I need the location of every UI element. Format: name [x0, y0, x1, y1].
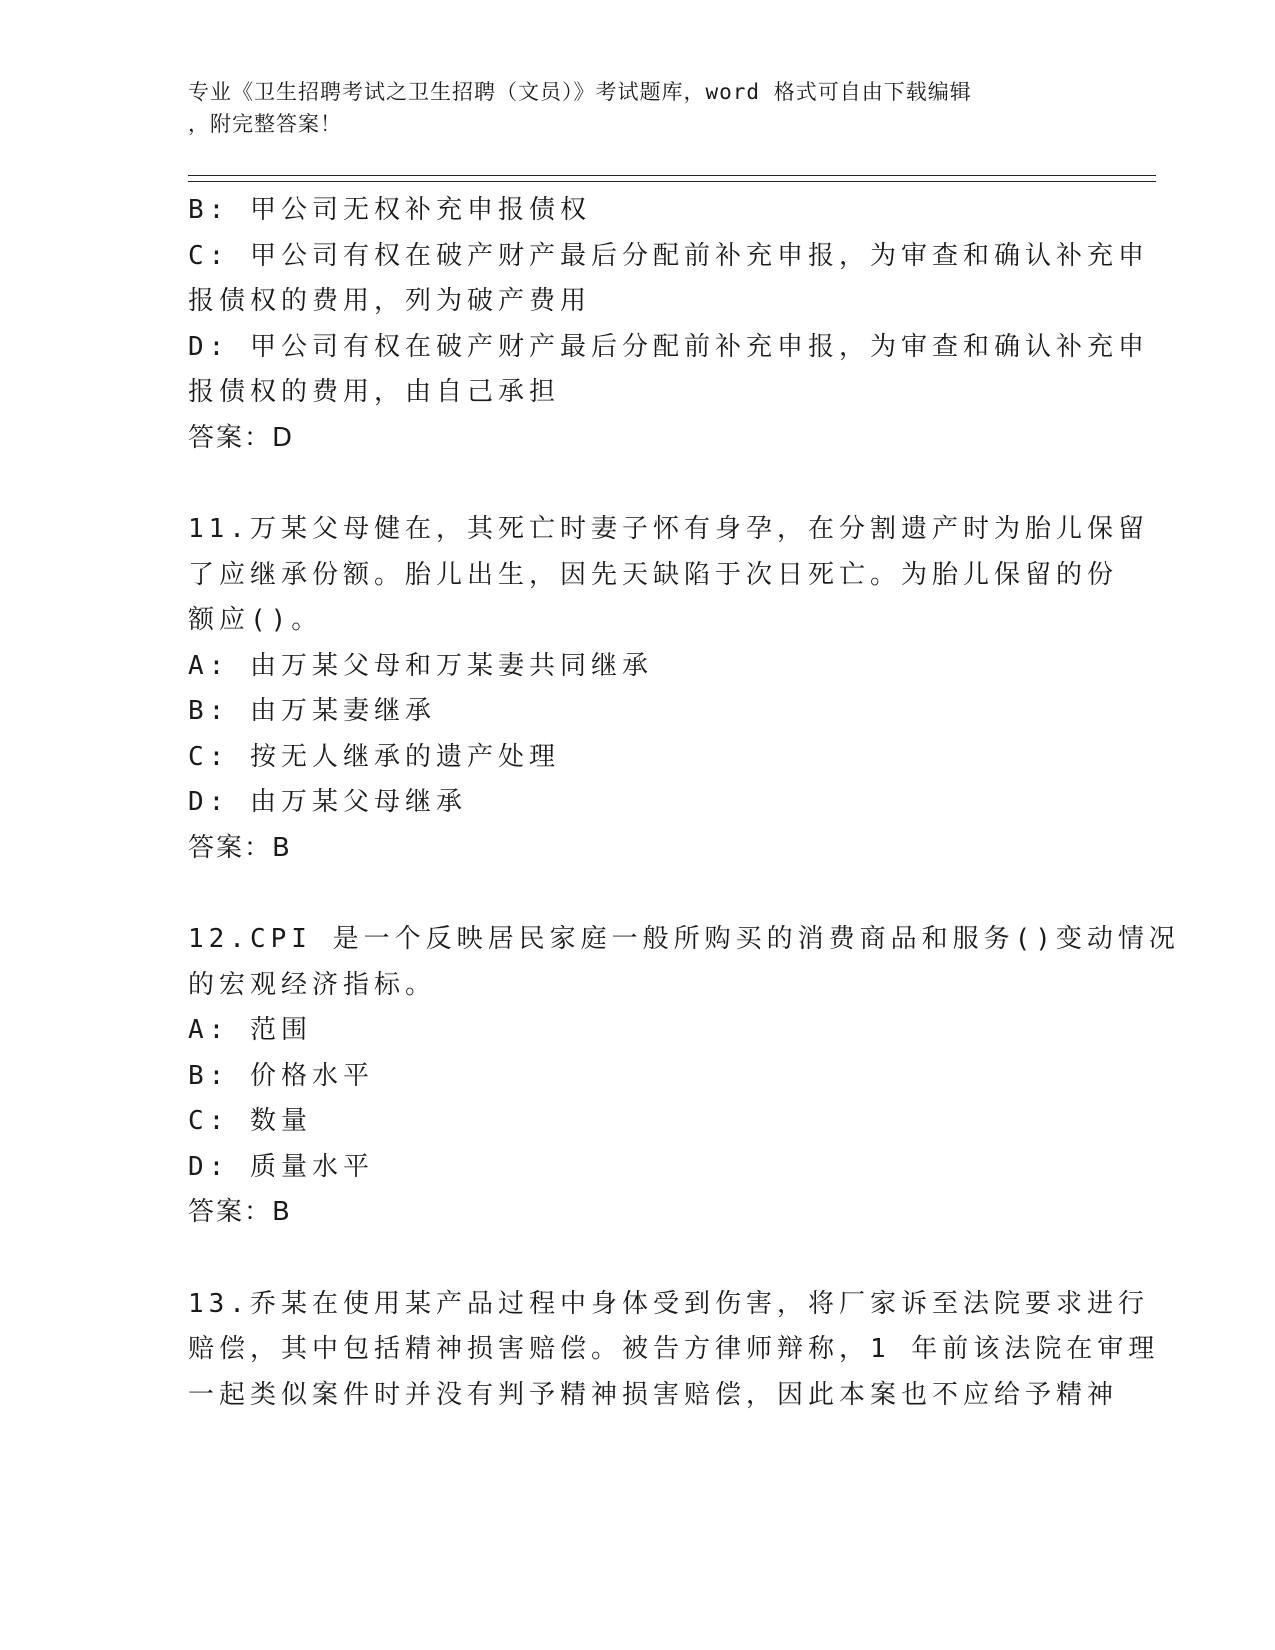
answer-label: 答案：B: [188, 832, 292, 863]
answer-label: 答案：B: [188, 1197, 292, 1227]
option-a: A: 由万某父母和万某妻共同继承: [188, 650, 653, 681]
spacer: [188, 1236, 1088, 1282]
page-header: [188, 76, 1088, 140]
header-divider: [188, 181, 1156, 182]
option-d: D: 质量水平: [188, 1151, 374, 1182]
document-body: [188, 188, 1180, 1418]
option-c: C: 数量: [188, 1106, 312, 1136]
question-stem: 12.CPI 是一个反映居民家庭一般所购买的消费商品和服务()变动情况: [188, 924, 1180, 954]
header-divider: [188, 175, 1156, 176]
question-13: [188, 1282, 1160, 1419]
option-b: B: 由万某妻继承: [188, 696, 436, 726]
question-stem: 赔偿，其中包括精神损害赔偿。被告方律师辩称，1 年前该法院在审理: [188, 1334, 1160, 1364]
header-line: 专业《卫生招聘考试之卫生招聘（文员）》考试题库，word 格式可自由下载编辑: [188, 80, 972, 104]
spacer: [188, 461, 1088, 507]
question-stem: 的宏观经济指标。: [188, 969, 437, 1000]
question-12: [188, 917, 1180, 1236]
header-line: ，附完整答案！: [188, 112, 342, 136]
option-text: B: 甲公司无权补充申报债权: [188, 195, 591, 225]
answer-label: 答案：D: [188, 422, 295, 453]
question-10-remainder: [188, 188, 1149, 461]
option-text: D: 甲公司有权在破产财产最后分配前补充申报，为审查和确认补充申: [188, 331, 1149, 362]
question-stem: 额应()。: [188, 605, 323, 635]
spacer: [188, 871, 1088, 917]
option-text: 报债权的费用，由自己承担: [188, 377, 561, 407]
question-stem: 11.万某父母健在，其死亡时妻子怀有身孕，在分割遗产时为胎儿保留: [188, 514, 1149, 544]
question-11: [188, 507, 1149, 871]
option-text: C: 甲公司有权在破产财产最后分配前补充申报，为审查和确认补充申: [188, 240, 1149, 271]
option-a: A: 范围: [188, 1015, 312, 1045]
question-stem: 了应继承份额。胎儿出生，因先天缺陷于次日死亡。为胎儿保留的份: [188, 559, 1119, 590]
question-stem: 一起类似案件时并没有判予精神损害赔偿，因此本案也不应给予精神: [188, 1379, 1119, 1410]
option-d: D: 由万某父母继承: [188, 787, 467, 817]
question-stem: 13.乔某在使用某产品过程中身体受到伤害，将厂家诉至法院要求进行: [188, 1288, 1149, 1319]
option-text: 报债权的费用，列为破产费用: [188, 286, 592, 316]
option-b: B: 价格水平: [188, 1060, 374, 1091]
option-c: C: 按无人继承的遗产处理: [188, 741, 560, 772]
